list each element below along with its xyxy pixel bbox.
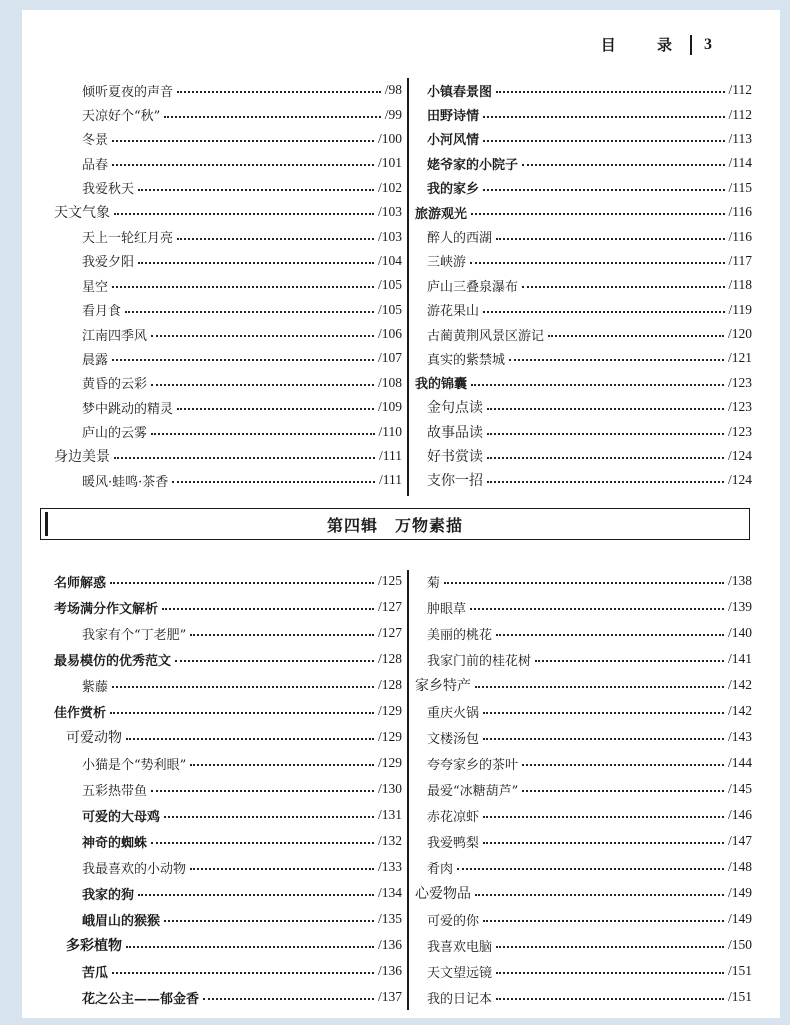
toc-title: 旅游观光 <box>415 206 468 222</box>
leader-dots <box>112 140 374 142</box>
toc-title: 故事品读 <box>427 424 483 441</box>
leader-dots <box>483 140 724 142</box>
toc-entry[interactable] <box>54 249 402 273</box>
leader-dots <box>487 481 724 483</box>
toc-title: 我爱秋天 <box>82 182 135 198</box>
toc-subcategory[interactable] <box>54 724 402 750</box>
toc-page: /136 <box>377 963 402 978</box>
toc-entry[interactable] <box>415 724 752 750</box>
toc-entry[interactable] <box>54 371 402 395</box>
document-page <box>22 10 780 1018</box>
toc-title: 黄昏的云彩 <box>82 377 148 393</box>
toc-entry[interactable] <box>54 273 402 297</box>
leader-dots <box>112 164 374 166</box>
toc-title: 苦瓜 <box>82 965 109 981</box>
toc-entry[interactable] <box>415 776 752 802</box>
toc-title: 晨露 <box>82 352 109 368</box>
section-banner <box>40 508 750 540</box>
toc-page: /113 <box>728 130 752 146</box>
toc-page: /110 <box>378 423 402 439</box>
toc-entry[interactable] <box>54 828 402 854</box>
toc-page: /106 <box>377 326 402 342</box>
toc-entry[interactable] <box>54 672 402 698</box>
leader-dots <box>151 433 374 435</box>
leader-dots <box>190 868 374 870</box>
toc-title: 星空 <box>82 279 109 295</box>
toc-title: 支你一招 <box>427 473 483 490</box>
toc-top-left-column <box>54 78 402 493</box>
toc-page: /133 <box>377 859 402 874</box>
toc-page: /141 <box>727 651 752 666</box>
toc-page: /134 <box>377 885 402 900</box>
toc-entry[interactable] <box>415 224 752 248</box>
leader-dots <box>522 764 724 766</box>
leader-dots <box>471 384 724 386</box>
toc-page: /112 <box>728 82 752 98</box>
leader-dots <box>496 634 724 636</box>
leader-dots <box>496 91 724 93</box>
toc-entry[interactable] <box>415 395 752 419</box>
toc-page: /99 <box>384 106 402 122</box>
toc-entry[interactable] <box>415 322 752 346</box>
toc-page: /151 <box>727 963 752 978</box>
toc-title: 冬景 <box>82 133 109 149</box>
toc-page: /142 <box>727 677 752 692</box>
toc-page: /103 <box>377 228 402 244</box>
toc-title: 古蔺黄荆风景区游记 <box>427 328 545 344</box>
toc-title: 我家门前的桂花树 <box>427 653 532 669</box>
leader-dots <box>190 634 374 636</box>
leader-dots <box>496 998 724 1000</box>
leader-dots <box>483 189 724 191</box>
toc-title: 梦中跳动的精灵 <box>82 401 174 417</box>
header-title: 目 录 <box>600 36 690 54</box>
toc-entry[interactable] <box>415 273 752 297</box>
toc-page: /111 <box>379 448 402 464</box>
leader-dots <box>496 946 724 948</box>
toc-title: 身边美景 <box>54 449 110 466</box>
toc-subcategory[interactable] <box>415 880 752 906</box>
leader-dots <box>471 213 724 215</box>
toc-entry[interactable] <box>54 958 402 984</box>
toc-category[interactable] <box>54 698 402 724</box>
toc-category[interactable] <box>54 568 402 594</box>
toc-title: 我家的狗 <box>82 887 135 903</box>
toc-page: /151 <box>727 989 752 1004</box>
leader-dots <box>151 384 374 386</box>
leader-dots <box>114 213 374 215</box>
toc-entry[interactable] <box>54 224 402 248</box>
toc-title: 倾听夏夜的声音 <box>82 84 174 100</box>
toc-entry[interactable] <box>54 395 402 419</box>
toc-page: /123 <box>727 399 752 415</box>
toc-entry[interactable] <box>54 127 402 151</box>
leader-dots <box>470 608 724 610</box>
toc-page: /121 <box>727 350 752 366</box>
toc-title: 天上一轮红月亮 <box>82 231 174 247</box>
toc-page: /119 <box>728 301 752 317</box>
leader-dots <box>126 738 374 740</box>
toc-page: /102 <box>377 179 402 195</box>
toc-entry[interactable] <box>54 346 402 370</box>
leader-dots <box>496 972 724 974</box>
toc-page: /129 <box>377 703 402 718</box>
leader-dots <box>151 790 374 792</box>
toc-entry[interactable] <box>415 568 752 594</box>
leader-dots <box>444 582 724 584</box>
toc-title: 考场满分作文解析 <box>54 601 159 617</box>
toc-entry[interactable] <box>415 984 752 1010</box>
toc-entry[interactable] <box>54 906 402 932</box>
toc-entry[interactable] <box>415 298 752 322</box>
toc-title: 文楼汤包 <box>427 731 480 747</box>
toc-page: /127 <box>377 599 402 614</box>
toc-entry[interactable] <box>415 854 752 880</box>
toc-category[interactable] <box>415 200 752 224</box>
toc-page: /142 <box>727 703 752 718</box>
toc-title: 菊 <box>427 575 441 591</box>
toc-page: /112 <box>728 106 752 122</box>
toc-title: 天文气象 <box>54 205 110 222</box>
toc-page: /100 <box>377 130 402 146</box>
toc-title: 可爱的你 <box>427 913 480 929</box>
toc-page: /98 <box>384 82 402 98</box>
toc-title: 名师解惑 <box>54 575 107 591</box>
leader-dots <box>164 920 374 922</box>
leader-dots <box>487 457 724 459</box>
leader-dots <box>164 816 374 818</box>
leader-dots <box>483 116 724 118</box>
toc-title: 肴肉 <box>427 861 454 877</box>
toc-page: /115 <box>728 179 752 195</box>
toc-title: 姥爷家的小院子 <box>427 157 519 173</box>
toc-title: 醉人的西湖 <box>427 231 493 247</box>
toc-entry[interactable] <box>415 620 752 646</box>
toc-page: /135 <box>377 911 402 926</box>
toc-title: 我的日记本 <box>427 991 493 1007</box>
page-number: 3 <box>704 35 712 53</box>
leader-dots <box>483 311 724 313</box>
leader-dots <box>483 920 724 922</box>
toc-title: 赤花凉虾 <box>427 809 480 825</box>
toc-entry[interactable] <box>54 102 402 126</box>
toc-title: 花之公主——郁金香 <box>82 991 200 1007</box>
toc-page: /149 <box>727 911 752 926</box>
toc-page: /101 <box>377 155 402 171</box>
toc-title: 紫藤 <box>82 679 109 695</box>
toc-subcategory[interactable] <box>415 672 752 698</box>
leader-dots <box>162 608 374 610</box>
toc-page: /129 <box>377 729 402 744</box>
toc-title: 家乡特产 <box>415 678 471 694</box>
toc-title: 金句点读 <box>427 400 483 417</box>
toc-entry[interactable] <box>415 828 752 854</box>
toc-entry[interactable] <box>415 646 752 672</box>
leader-dots <box>112 359 374 361</box>
toc-top-right-column <box>415 78 752 493</box>
toc-page: /138 <box>727 573 752 588</box>
leader-dots <box>483 712 724 714</box>
toc-title: 我爱鸭梨 <box>427 835 480 851</box>
toc-subcategory[interactable] <box>54 932 402 958</box>
leader-dots <box>483 842 724 844</box>
leader-dots <box>487 408 724 410</box>
toc-page: /137 <box>377 989 402 1004</box>
toc-title: 肿眼草 <box>427 601 467 617</box>
toc-entry[interactable] <box>54 151 402 175</box>
toc-entry[interactable] <box>415 906 752 932</box>
toc-title: 我爱夕阳 <box>82 255 135 271</box>
leader-dots <box>114 457 375 459</box>
toc-page: /131 <box>377 807 402 822</box>
leader-dots <box>138 189 374 191</box>
toc-page: /147 <box>727 833 752 848</box>
toc-page: /129 <box>377 755 402 770</box>
toc-entry[interactable] <box>415 750 752 776</box>
toc-category[interactable] <box>54 594 402 620</box>
toc-page: /118 <box>728 277 752 293</box>
column-divider-bottom <box>407 570 409 1010</box>
toc-category[interactable] <box>54 444 402 468</box>
toc-title: 庐山三叠泉瀑布 <box>427 279 519 295</box>
toc-page: /124 <box>727 472 752 488</box>
toc-title: 小河风情 <box>427 133 480 149</box>
toc-entry[interactable] <box>415 419 752 443</box>
toc-entry[interactable] <box>54 750 402 776</box>
toc-entry[interactable] <box>415 958 752 984</box>
leader-dots <box>177 238 374 240</box>
toc-page: /143 <box>727 729 752 744</box>
toc-entry[interactable] <box>415 151 752 175</box>
toc-title: 小猫是个“势利眼” <box>82 757 187 773</box>
leader-dots <box>172 481 375 483</box>
toc-title: 可爱的大母鸡 <box>82 809 161 825</box>
leader-dots <box>483 816 724 818</box>
toc-entry[interactable] <box>54 620 402 646</box>
toc-entry[interactable] <box>415 78 752 102</box>
toc-page: /116 <box>728 228 752 244</box>
toc-page: /109 <box>377 399 402 415</box>
page-header <box>601 34 712 55</box>
toc-title: 天凉好个“秋” <box>82 109 161 125</box>
toc-entry[interactable] <box>415 802 752 828</box>
toc-title: 重庆火锅 <box>427 705 480 721</box>
leader-dots <box>496 238 724 240</box>
toc-page: /149 <box>727 885 752 900</box>
toc-title: 田野诗情 <box>427 109 480 125</box>
toc-page: /124 <box>727 448 752 464</box>
toc-entry[interactable] <box>54 419 402 443</box>
leader-dots <box>126 946 374 948</box>
toc-title: 神奇的蜘蛛 <box>82 835 148 851</box>
toc-title: 我喜欢电脑 <box>427 939 493 955</box>
toc-entry[interactable] <box>415 594 752 620</box>
toc-page: /128 <box>377 677 402 692</box>
toc-page: /128 <box>377 651 402 666</box>
toc-entry[interactable] <box>415 249 752 273</box>
toc-title: 暖风·蛙鸣·茶香 <box>82 474 169 490</box>
toc-page: /123 <box>727 374 752 390</box>
toc-page: /146 <box>727 807 752 822</box>
toc-title: 最易模仿的优秀范文 <box>54 653 172 669</box>
leader-dots <box>203 998 374 1000</box>
toc-page: /108 <box>377 374 402 390</box>
leader-dots <box>112 286 374 288</box>
toc-title: 多彩植物 <box>66 938 122 954</box>
leader-dots <box>522 790 724 792</box>
toc-title: 看月食 <box>82 304 122 320</box>
toc-page: /116 <box>728 204 752 220</box>
section-title: 第四辑 万物素描 <box>326 515 463 535</box>
toc-category[interactable] <box>415 371 752 395</box>
toc-page: /150 <box>727 937 752 952</box>
toc-page: /120 <box>727 326 752 342</box>
toc-category[interactable] <box>54 200 402 224</box>
toc-title: 小镇春景图 <box>427 84 493 100</box>
leader-dots <box>475 686 724 688</box>
leader-dots <box>164 116 380 118</box>
toc-entry[interactable] <box>54 984 402 1010</box>
toc-page: /127 <box>377 625 402 640</box>
toc-title: 江南四季风 <box>82 328 148 344</box>
toc-entry[interactable] <box>54 802 402 828</box>
leader-dots <box>483 738 724 740</box>
toc-entry[interactable] <box>54 468 402 492</box>
leader-dots <box>110 582 374 584</box>
leader-dots <box>509 359 724 361</box>
leader-dots <box>548 335 724 337</box>
toc-title: 游花果山 <box>427 304 480 320</box>
toc-page: /105 <box>377 301 402 317</box>
leader-dots <box>177 91 381 93</box>
leader-dots <box>190 764 374 766</box>
toc-page: /125 <box>377 573 402 588</box>
toc-title: 三峡游 <box>427 255 467 271</box>
leader-dots <box>112 686 374 688</box>
leader-dots <box>522 164 724 166</box>
leader-dots <box>138 894 374 896</box>
toc-page: /111 <box>379 472 402 488</box>
toc-title: 我最喜欢的小动物 <box>82 861 187 877</box>
toc-entry[interactable] <box>54 298 402 322</box>
toc-page: /144 <box>727 755 752 770</box>
toc-title: 心爱物品 <box>415 886 471 902</box>
leader-dots <box>175 660 374 662</box>
toc-title: 好书赏读 <box>427 449 483 466</box>
toc-category[interactable] <box>54 646 402 672</box>
leader-dots <box>470 262 724 264</box>
toc-page: /117 <box>728 252 752 268</box>
column-divider-top <box>407 78 409 496</box>
toc-bottom-left-column <box>54 568 402 1010</box>
toc-entry[interactable] <box>415 444 752 468</box>
toc-page: /130 <box>377 781 402 796</box>
leader-dots <box>112 972 374 974</box>
leader-dots <box>475 894 724 896</box>
toc-entry[interactable] <box>415 468 752 492</box>
toc-page: /107 <box>377 350 402 366</box>
toc-title: 峨眉山的猴猴 <box>82 913 161 929</box>
toc-page: /140 <box>727 625 752 640</box>
toc-page: /139 <box>727 599 752 614</box>
toc-title: 美丽的桃花 <box>427 627 493 643</box>
leader-dots <box>125 311 374 313</box>
toc-title: 庐山的云雾 <box>82 426 148 442</box>
toc-entry[interactable] <box>415 346 752 370</box>
leader-dots <box>457 868 724 870</box>
toc-title: 可爱动物 <box>66 730 122 746</box>
toc-page: /104 <box>377 252 402 268</box>
toc-title: 佳作赏析 <box>54 705 107 721</box>
leader-dots <box>151 842 374 844</box>
toc-title: 品春 <box>82 157 109 173</box>
toc-page: /145 <box>727 781 752 796</box>
toc-entry[interactable] <box>54 322 402 346</box>
toc-entry[interactable] <box>415 698 752 724</box>
toc-entry[interactable] <box>415 102 752 126</box>
leader-dots <box>487 433 724 435</box>
toc-title: 五彩热带鱼 <box>82 783 148 799</box>
toc-entry[interactable] <box>54 776 402 802</box>
toc-page: /132 <box>377 833 402 848</box>
toc-page: /114 <box>728 155 752 171</box>
toc-page: /148 <box>727 859 752 874</box>
toc-title: 夸夸家乡的茶叶 <box>427 757 519 773</box>
leader-dots <box>522 286 724 288</box>
leader-dots <box>138 262 374 264</box>
toc-page: /136 <box>377 937 402 952</box>
toc-entry[interactable] <box>54 880 402 906</box>
toc-entry[interactable] <box>54 78 402 102</box>
toc-title: 我的锦囊 <box>415 377 468 393</box>
toc-entry[interactable] <box>415 176 752 200</box>
toc-entry[interactable] <box>54 176 402 200</box>
leader-dots <box>110 712 374 714</box>
toc-page: /103 <box>377 204 402 220</box>
toc-entry[interactable] <box>54 854 402 880</box>
toc-entry[interactable] <box>415 127 752 151</box>
toc-title: 天文望远镜 <box>427 965 493 981</box>
leader-dots <box>151 335 374 337</box>
leader-dots <box>177 408 374 410</box>
leader-dots <box>535 660 724 662</box>
header-divider <box>690 35 692 55</box>
toc-entry[interactable] <box>415 932 752 958</box>
toc-title: 最爱“冰糖葫芦” <box>427 783 519 799</box>
toc-bottom-right-column <box>415 568 752 1010</box>
toc-page: /105 <box>377 277 402 293</box>
toc-title: 真实的紫禁城 <box>427 352 506 368</box>
toc-page: /123 <box>727 423 752 439</box>
toc-title: 我的家乡 <box>427 182 480 198</box>
toc-title: 我家有个“丁老肥” <box>82 627 187 643</box>
